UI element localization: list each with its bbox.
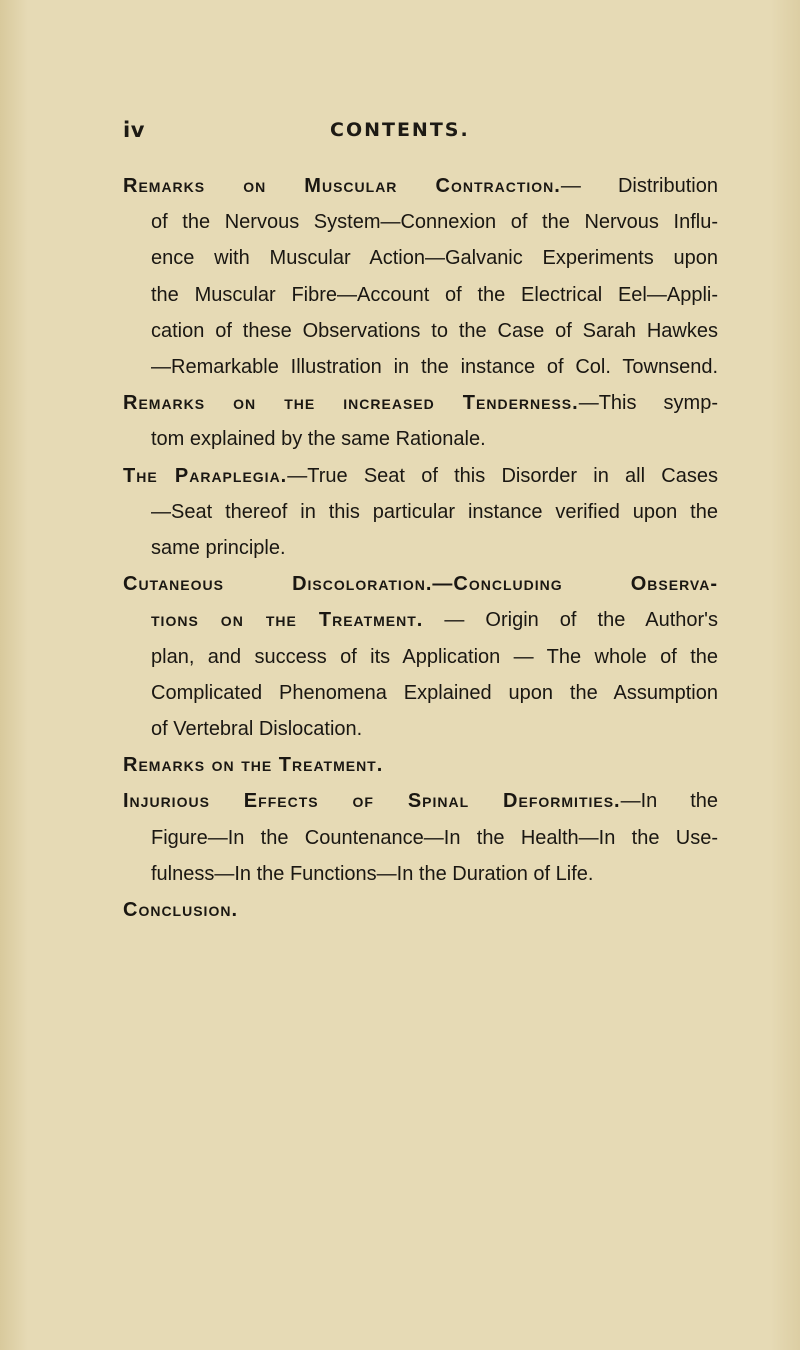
contents-entry [123,747,718,783]
contents-entry [123,892,718,928]
entry-text: — Origin of the Author's [423,609,718,632]
contents-list [123,168,718,928]
entry-text: —This symp- [578,392,718,415]
entry-line: the Muscular Fibre—Account of the Electrical Eel—Appli- [151,283,718,306]
entry-line: of the Nervous System—Connexion of the Nervous Influ- [151,211,718,234]
page-number: iv [123,118,145,142]
entry-line [123,783,718,819]
page-title: CONTENTS. [330,119,470,141]
entry-line: same principle. [151,537,286,560]
entry-text: —True Seat of this Disorder in all Cases [287,464,718,487]
entry-line [123,385,718,421]
entry-line: Complicated Phenomena Explained upon the Assumption [151,681,718,704]
entry-text: —In the [620,790,719,813]
entry-line: plan, and success of its Application — The whole of the [151,645,718,668]
entry-line: fulness—In the Functions—In the Duration of Life. [151,862,594,885]
entry-heading: —Concluding Observa- [432,573,719,596]
entry-line: of Vertebral Dislocation. [151,718,363,741]
contents-entry [123,566,718,747]
entry-heading: Cutaneous Discoloration. [123,573,433,596]
entry-line: —Seat thereof in this particular instance verified upon the [151,500,718,523]
entry-line: ence with Muscular Action—Galvanic Experiments upon [151,247,718,270]
entry-line [123,892,718,928]
entry-text: — Distribution [560,175,718,197]
contents-entry [123,783,718,892]
entry-line [151,602,718,638]
entry-heading: Conclusion. [123,899,238,922]
entry-line [123,566,718,602]
contents-entry [123,385,718,457]
entry-line: —Remarkable Illustration in the instance of Col. Townsend. [151,356,718,379]
running-head [123,118,683,142]
entry-heading: Remarks on the increased Tenderness. [123,392,579,415]
contents-entry [123,458,718,567]
entry-line: tom explained by the same Rationale. [151,428,486,451]
entry-line [123,458,718,494]
entry-line: Figure—In the Countenance—In the Health—In the Use- [151,826,718,849]
entry-heading: Remarks on Muscular Contraction. [123,175,561,197]
entry-heading: Injurious Effects of Spinal Deformities. [123,790,621,813]
entry-heading: Remarks on the Treatment. [123,754,384,777]
entry-line: cation of these Observations to the Case of Sarah Hawkes [151,319,718,342]
entry-heading: The Paraplegia. [123,464,288,487]
entry-line [123,747,718,783]
entry-line [123,168,718,204]
entry-heading: tions on the Treatment. [151,609,424,632]
contents-entry [123,168,718,385]
